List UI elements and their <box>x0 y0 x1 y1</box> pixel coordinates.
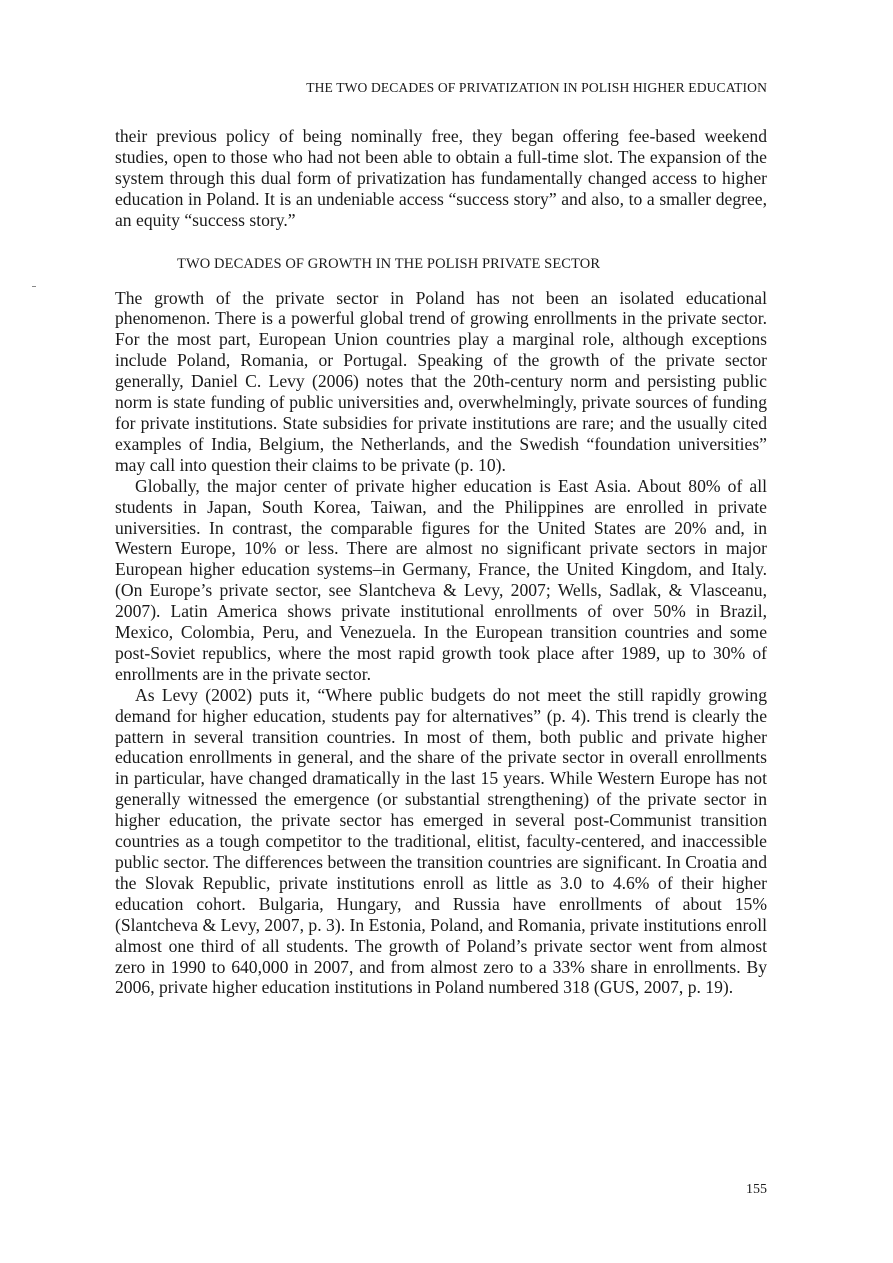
page-number: 155 <box>746 1182 767 1197</box>
paragraph-private-sector-growth: The growth of the private sector in Poland has not been an isolated educational phenomenon. There is a powerful global trend of growing enrollments in the private sector. For the most part, European Union countries play a marginal role, although exceptions include Poland, Romania, or Portugal. Speaking of the growth of the private sector generally, Daniel C. Levy (2006) notes that the 20th-century norm and persisting public norm is state funding of public universities and, overwhelmingly, private sources of funding for private institutions. State subsidies for private institutions are rare; and the usually cited examples of India, Belgium, the Netherlands, and the Swedish “foundation universities” may call into question their claims to be private (p. 10). <box>115 287 767 475</box>
paragraph-global-center: Globally, the major center of private higher education is East Asia. About 80% of all students in Japan, South Korea, Taiwan, and the Philippines are enrolled in private universities. In contrast, the comparable figures for the United States are 20% and, in Western Europe, 10% or less. There are almost no significant private sectors in major European higher education systems–in Germany, France, the United Kingdom, and Italy. (On Europe’s private sector, see Slantcheva & Levy, 2007; Wells, Sadlak, & Vlasceanu, 2007). Latin America shows private institutional enrollments of over 50% in Brazil, Mexico, Colombia, Peru, and Venezuela. In the European transition countries and some post-Soviet republics, where the most rapid growth took place after 1989, up to 30% of enrollments are in the private sector. <box>115 475 767 684</box>
scan-artifact <box>32 286 36 287</box>
book-page <box>115 0 767 1263</box>
running-head: THE TWO DECADES OF PRIVATIZATION IN POLISH HIGHER EDUCATION <box>306 80 767 95</box>
section-heading: TWO DECADES OF GROWTH IN THE POLISH PRIVATE SECTOR <box>177 255 601 272</box>
paragraph-transition-countries: As Levy (2002) puts it, “Where public budgets do not meet the still rapidly growing demand for higher education, students pay for alternatives” (p. 4). This trend is clearly the pattern in several transition countries. In most of them, both public and private higher education enrollments in general, and the share of the private sector in overall enrollments in particular, have changed dramatically in the last 15 years. While Western Europe has not generally witnessed the emergence (or substantial strengthening) of the private sector in higher education, the private sector has emerged in several post-Communist transition countries as a tough competitor to the traditional, elitist, faculty-centered, and inaccessible public sector. The differences between the transition countries are significant. In Croatia and the Slovak Republic, private institutions enroll as little as 3.0 to 4.6% of their higher education cohort. Bulgaria, Hungary, and Russia have enrollments of about 15% (Slantcheva & Levy, 2007, p. 3). In Estonia, Poland, and Romania, private institutions enroll almost one third of all students. The growth of Poland’s private sector went from almost zero in 1990 to 640,000 in 2007, and from almost zero to a 33% share in enrollments. By 2006, private higher education institutions in Poland numbered 318 (GUS, 2007, p. 19). <box>115 684 767 998</box>
body-text <box>115 126 767 998</box>
paragraph-continuation: their previous policy of being nominally free, they began offering fee-based weekend studies, open to those who had not been able to obtain a full-time slot. The expansion of the system through this dual form of privatization has fundamentally changed access to higher education in Poland. It is an undeniable access “success story” and also, to a smaller degree, an equity “success story.” <box>115 126 767 230</box>
